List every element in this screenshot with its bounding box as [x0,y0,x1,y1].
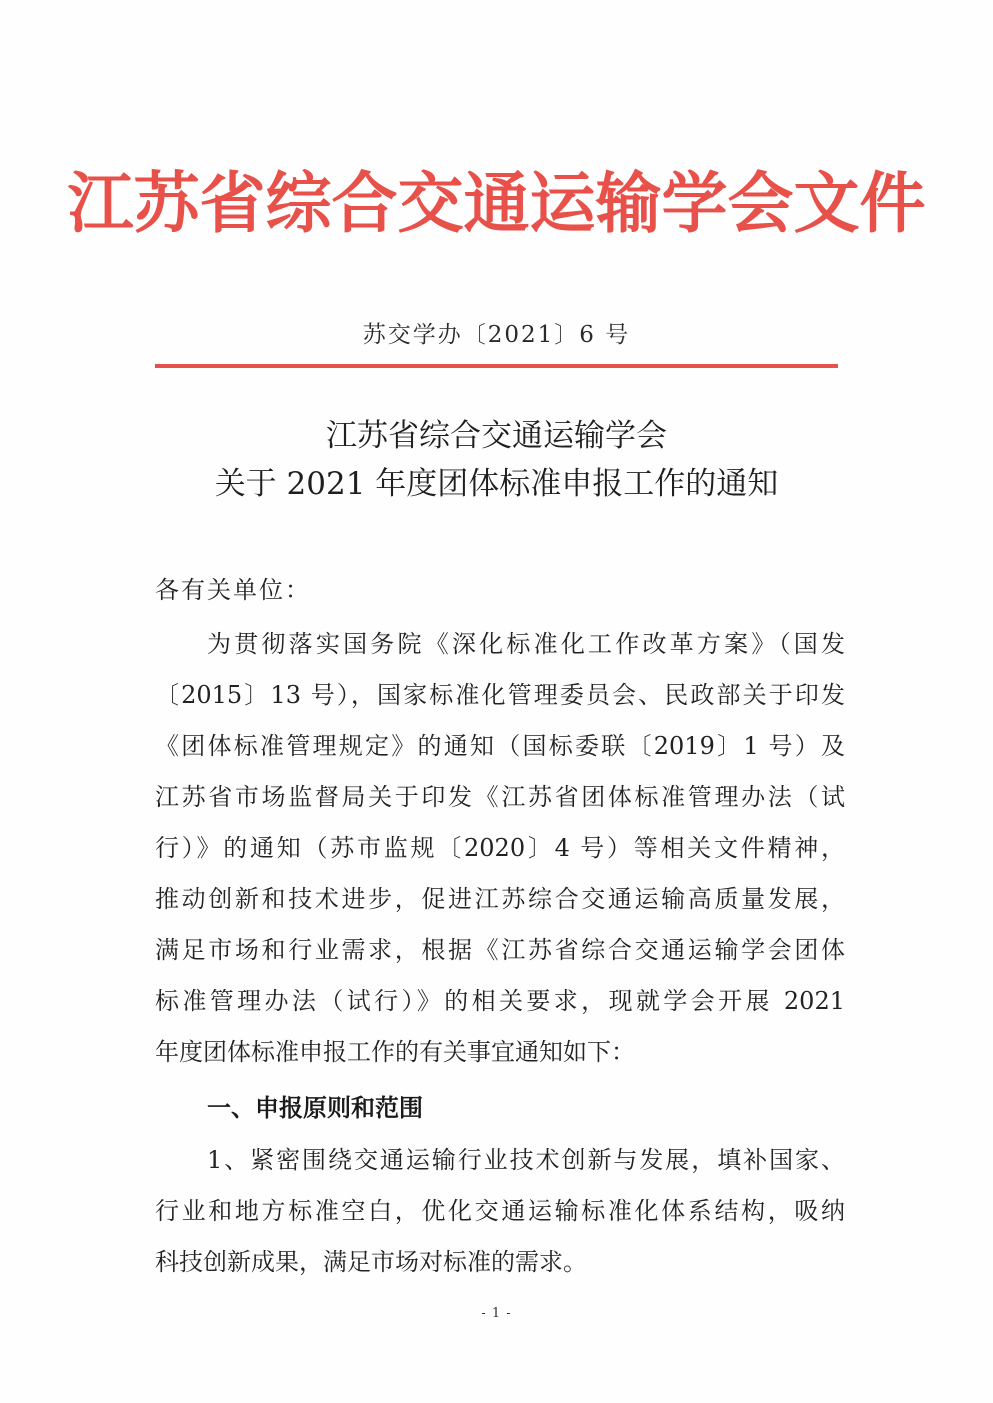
paragraph1-line: 〔2015〕13 号），国家标准化管理委员会、民政部关于印发 [155,681,845,709]
paragraph1-line: 推动创新和技术进步，促进江苏综合交通运输高质量发展， [155,885,845,913]
page-number: - 1 - [481,1306,512,1321]
org-document-title: 江苏省综合交通运输学会文件 [67,164,926,242]
document-number: 苏交学办〔2021〕6 号 [362,322,631,348]
paragraph1-line: 《团体标准管理规定》的通知（国标委联〔2019〕1 号）及 [155,732,845,760]
red-divider [155,364,838,368]
section-heading: 一、申报原则和范围 [207,1094,423,1122]
section1-item-line: 1、紧密围绕交通运输行业技术创新与发展，填补国家、 [207,1146,845,1174]
paragraph1-line: 行）》的通知（苏市监规〔2020〕4 号）等相关文件精神， [155,834,845,862]
paragraph1-line: 江苏省市场监督局关于印发《江苏省团体标准管理办法（试 [155,783,845,811]
section1-item-line: 行业和地方标准空白，优化交通运输标准化体系结构，吸纳 [155,1197,845,1225]
section1-item-line: 科技创新成果，满足市场对标准的需求。 [155,1248,587,1276]
notice-title-line1: 江苏省综合交通运输学会 [326,418,667,454]
paragraph1-line: 满足市场和行业需求，根据《江苏省综合交通运输学会团体 [155,936,845,964]
paragraph1-line: 标准管理办法（试行）》的相关要求，现就学会开展 2021 [155,987,845,1015]
paragraph1-line: 年度团体标准申报工作的有关事宜通知如下： [155,1038,635,1066]
notice-title [0,412,993,508]
paragraph1-line: 为贯彻落实国务院《深化标准化工作改革方案》（国发 [207,630,845,658]
salutation: 各有关单位： [155,576,311,604]
notice-title-line2: 关于 2021 年度团体标准申报工作的通知 [214,466,779,502]
